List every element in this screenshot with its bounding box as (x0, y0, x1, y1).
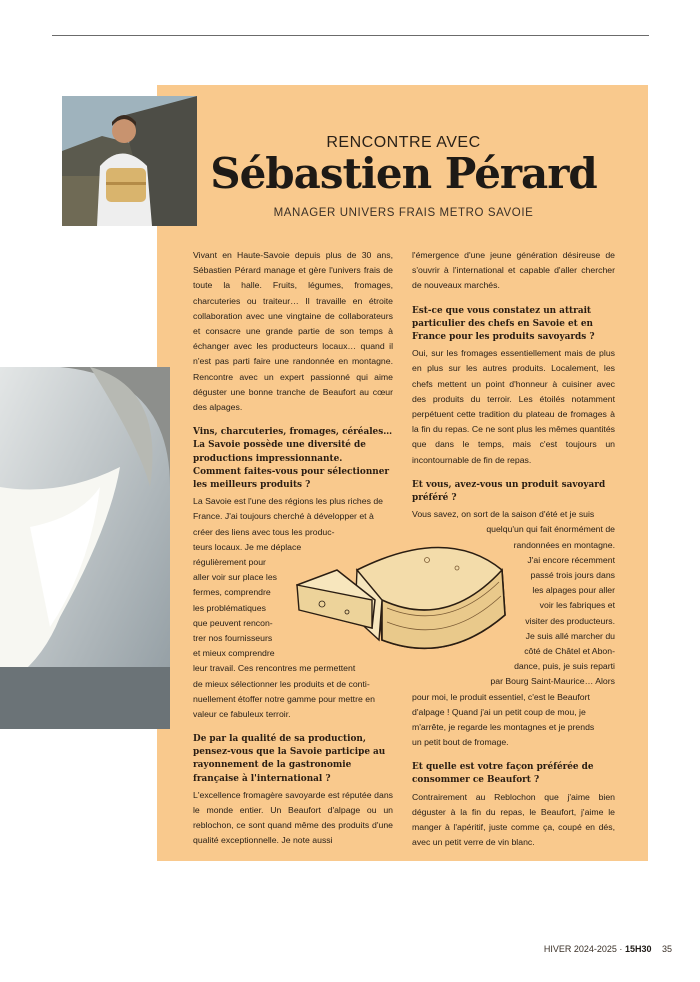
page-number: 35 (661, 944, 672, 954)
question-2: De par la qualité de sa production, pensez-vous que la Savoie participe au rayonnement de la gastronomie française à l'international ? (193, 734, 386, 784)
answer-line: dance, puis, je suis reparti (514, 661, 615, 672)
portrait-photo (62, 96, 197, 226)
answer-line: nuellement étoffer notre gamme pour mettre en (193, 693, 375, 704)
answer-line: France. J'ai toujours cherché à développer et à (193, 511, 374, 522)
answer-line: randonnées en montagne. (513, 539, 615, 550)
answer-line: teurs locaux. Je me déplace (193, 541, 302, 552)
issue-label: HIVER 2024-2025 · (543, 944, 625, 954)
answer-line: un petit bout de fromage. (412, 737, 509, 748)
answer-line: et mieux comprendre (193, 648, 275, 659)
page-footer (470, 944, 672, 954)
answer-line: régulièrement pour (193, 557, 266, 567)
answer-line: pour moi, le produit essentiel, c'est le Beaufort (412, 691, 590, 702)
answer-line: Je suis allé marcher du (525, 630, 615, 641)
answer-5: Contrairement au Reblochon que j'aime bien déguster à la fin du repas, le Beaufort, j'aime le manger à l'apéritif, juste comme ça, coupé en dés, avec un petit verre de vin blanc. (412, 791, 615, 848)
paragraph-continued: l'émergence d'une jeune génération désireuse de s'ouvrir à l'international et capable d'aller chercher de nouveaux marchés. (412, 250, 615, 291)
answer-line: par Bourg Saint-Maurice… Alors (490, 676, 615, 687)
answer-line: J'ai encore récemment (527, 554, 615, 565)
question-4: Et vous, avez-vous un produit savoyard préféré ? (412, 479, 606, 504)
answer-line: quelqu'un qui fait énormément de (486, 524, 615, 535)
question-3: Est-ce que vous constatez un attrait particulier des chefs en Savoie et en France pour les produits savoyards ? (412, 305, 595, 343)
answer-line: La Savoie est l'une des régions les plus riches de (193, 496, 384, 507)
question-5: Et quelle est votre façon préférée de consommer ce Beaufort ? (412, 762, 594, 786)
answer-line: créer des liens avec tous les produc- (193, 526, 335, 537)
answer-line: fermes, comprendre (193, 587, 271, 598)
answer-line: valeur ce fabuleux terroir. (193, 708, 291, 719)
answer-line: de mieux sélectionner les produits et de conti- (193, 678, 370, 689)
intro-paragraph: Vivant en Haute-Savoie depuis plus de 30 ans, Sébastien Pérard manage et gère l'univers frais de toute la halle. Fruits, légumes, fromages, charcuteries ou traiteur… Il travaille en étroite collaboration avec une vingtaine de collaborateurs et consacre une grande partie de son temps à échanger avec les producteurs locaux… quand il n'est pas parti faire une randonnée en montagne. Rencontre avec un expert passionné qui aime déguster une bonne tranche de Beaufort au cœur des alpages. (193, 250, 393, 413)
answer-line: Vous savez, on sort de la saison d'été et je suis (412, 509, 595, 520)
answer-line: trer nos fournisseurs (193, 632, 273, 643)
answer-line: voir les fabriques et (539, 600, 615, 611)
kicker: RENCONTRE AVEC (326, 134, 481, 151)
answer-line: que peuvent rencon- (193, 617, 273, 628)
answer-line: visiter des producteurs. (525, 615, 615, 626)
answer-line: leur travail. Ces rencontres me permettent (193, 663, 356, 674)
answer-3: Oui, sur les fromages essentiellement mais de plus en plus sur les autres produits. Localement, les chefs mettent un point d'honneur à cuisiner avec des produits du terroir. Les étoilés notamment perpétuent cette tradition du plateau de fromages à la fin du repas. Ce ne sont plus les mêmes quantités que dans le temps, mais c'est toujours un incontournable de fin de repas. (412, 348, 615, 465)
answer-line: d'alpage ! Quand j'ai un petit coup de mou, je (412, 706, 586, 717)
answer-line: passé trois jours dans (530, 570, 615, 580)
answer-line: m'arrête, je regarde les montagnes et je prends (412, 721, 595, 732)
milk-photo (0, 367, 170, 729)
answer-line: les alpages pour aller (532, 585, 615, 596)
answer-line: côté de Châtel et Abon- (524, 645, 615, 656)
top-rule (52, 35, 649, 36)
role-subtitle: MANAGER UNIVERS FRAIS METRO SAVOIE (273, 207, 534, 219)
answer-line: aller voir sur place les (193, 572, 278, 583)
question-1: Vins, charcuteries, fromages, céréales… La Savoie possède une diversité de productions impressionnante. Comment faites-vous pour sélectionner les meilleurs produits ? (193, 427, 393, 491)
cheese-illustration (287, 530, 527, 658)
page-title: Sébastien Pérard (210, 149, 597, 198)
answer-2: L'excellence fromagère savoyarde est réputée dans le monde entier. Un Beaufort d'alpage ou un reblochon, ce sont quand même des produits d'une qualité exceptionnelle. Je note aussi (193, 789, 393, 846)
answer-line: les problématiques (193, 602, 266, 613)
magazine-brand: 15H30 (624, 944, 652, 954)
